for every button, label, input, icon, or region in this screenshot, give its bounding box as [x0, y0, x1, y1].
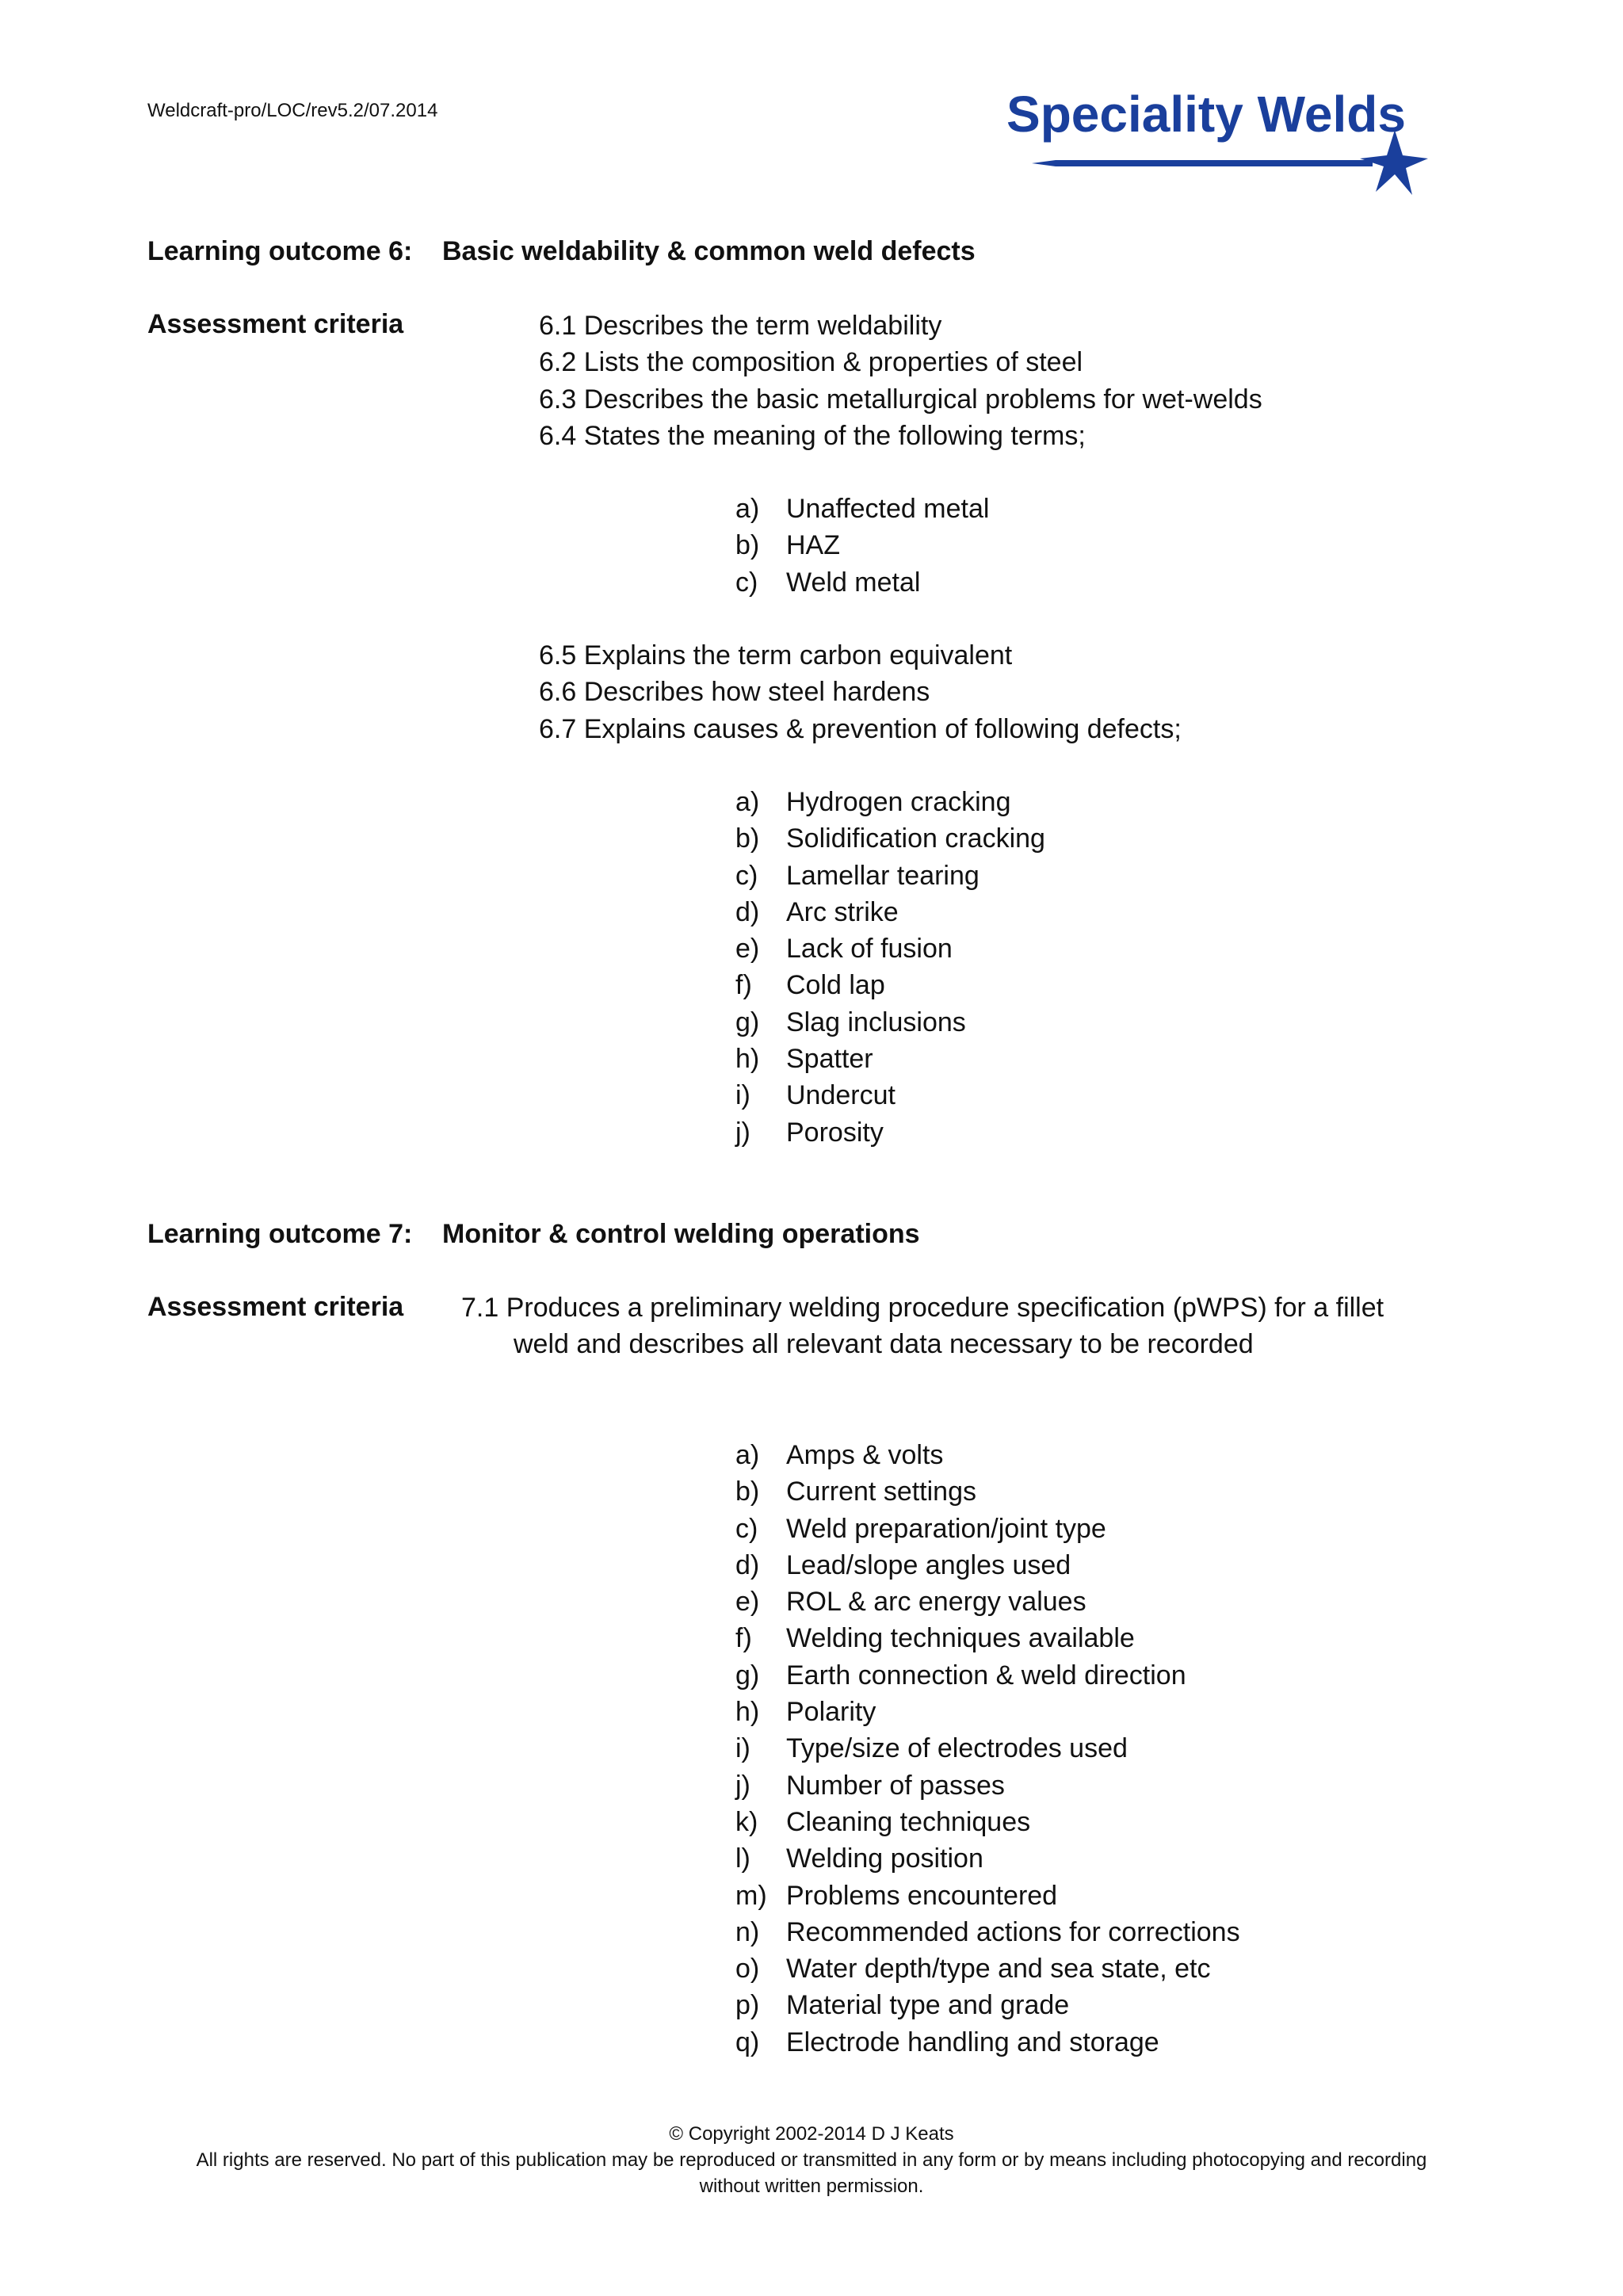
copyright-notice: © Copyright 2002-2014 D J Keats: [669, 2123, 954, 2145]
list-item: a) Hydrogen cracking: [735, 787, 1011, 817]
logo-text: Speciality Welds: [1006, 86, 1406, 143]
list-item: h) Polarity: [735, 1697, 876, 1728]
list-item: i) Undercut: [735, 1080, 896, 1111]
list-item: k) Cleaning techniques: [735, 1806, 1031, 1837]
criterion-6-5: 6.5 Explains the term carbon equivalent: [539, 640, 1013, 670]
list-item: j) Porosity: [735, 1117, 884, 1148]
outcome-6-criteria-list-b: [539, 637, 1182, 747]
logo-underline-tip: [1032, 160, 1056, 166]
list-item: g) Slag inclusions: [735, 1007, 966, 1037]
list-item: n) Recommended actions for corrections: [735, 1916, 1240, 1947]
outcome-7-items-list: [735, 1437, 1240, 2061]
list-item: m) Problems encountered: [735, 1880, 1058, 1911]
list-item: c) Weld metal: [735, 567, 921, 598]
list-item: d) Arc strike: [735, 896, 899, 927]
list-item: i) Type/size of electrodes used: [735, 1733, 1128, 1764]
list-item: e) ROL & arc energy values: [735, 1587, 1086, 1618]
outcome-6-terms-list: [735, 491, 989, 601]
list-item: h) Spatter: [735, 1044, 873, 1075]
list-item: c) Weld preparation/joint type: [735, 1513, 1106, 1544]
list-item: a) Unaffected metal: [735, 494, 990, 524]
list-item: p) Material type and grade: [735, 1990, 1070, 2021]
outcome-7-title: Monitor & control welding operations: [442, 1219, 920, 1249]
outcome-6-label: Learning outcome 6:: [147, 236, 413, 266]
list-item: d) Lead/slope angles used: [735, 1549, 1071, 1580]
logo-underline: [1056, 160, 1373, 166]
list-item: e) Lack of fusion: [735, 934, 953, 965]
criterion-6-3: 6.3 Describes the basic metallurgical problems for wet-welds: [539, 384, 1262, 415]
criterion-7-1-line-1: 7.1 Produces a preliminary welding procedure specification (pWPS) for a fillet: [461, 1293, 1384, 1323]
outcome-7-label: Learning outcome 7:: [147, 1219, 413, 1249]
document-reference: Weldcraft-pro/LOC/rev5.2/07.2014: [147, 100, 438, 121]
criterion-6-1: 6.1 Describes the term weldability: [539, 311, 942, 341]
outcome-6-defects-list: [735, 784, 1045, 1151]
list-item: q) Electrode handling and storage: [735, 2027, 1159, 2057]
list-item: b) HAZ: [735, 530, 840, 561]
outcome-6-criteria-list-a: [539, 308, 1262, 454]
speciality-welds-logo: [1000, 82, 1460, 209]
list-item: j) Number of passes: [735, 1770, 1005, 1801]
criterion-6-4: 6.4 States the meaning of the following terms;: [539, 420, 1086, 451]
list-item: b) Current settings: [735, 1477, 976, 1507]
criterion-7-1: [461, 1289, 1460, 1363]
list-item: f) Welding techniques available: [735, 1623, 1135, 1654]
page-footer: [147, 2121, 1476, 2199]
outcome-7-criteria-label: Assessment criteria: [147, 1292, 404, 1322]
criterion-7-1-line-2: weld and describes all relevant data necessary to be recorded: [514, 1329, 1254, 1360]
list-item: a) Amps & volts: [735, 1440, 944, 1470]
outcome-6-title: Basic weldability & common weld defects: [442, 236, 976, 266]
list-item: c) Lamellar tearing: [735, 860, 980, 891]
criterion-6-7: 6.7 Explains causes & prevention of following defects;: [539, 713, 1182, 744]
rights-notice: All rights are reserved. No part of this publication may be reproduced or transmitted in any form or by means including photocopying and recording: [196, 2149, 1427, 2171]
list-item: b) Solidification cracking: [735, 823, 1045, 854]
rights-notice-line-2: without written permission.: [699, 2176, 924, 2197]
list-item: o) Water depth/type and sea state, etc: [735, 1954, 1211, 1985]
list-item: f) Cold lap: [735, 970, 885, 1001]
criterion-6-6: 6.6 Describes how steel hardens: [539, 677, 930, 708]
list-item: l) Welding position: [735, 1843, 983, 1874]
outcome-6-criteria-label: Assessment criteria: [147, 309, 404, 339]
list-item: g) Earth connection & weld direction: [735, 1660, 1186, 1690]
criterion-6-2: 6.2 Lists the composition & properties of steel: [539, 347, 1083, 378]
